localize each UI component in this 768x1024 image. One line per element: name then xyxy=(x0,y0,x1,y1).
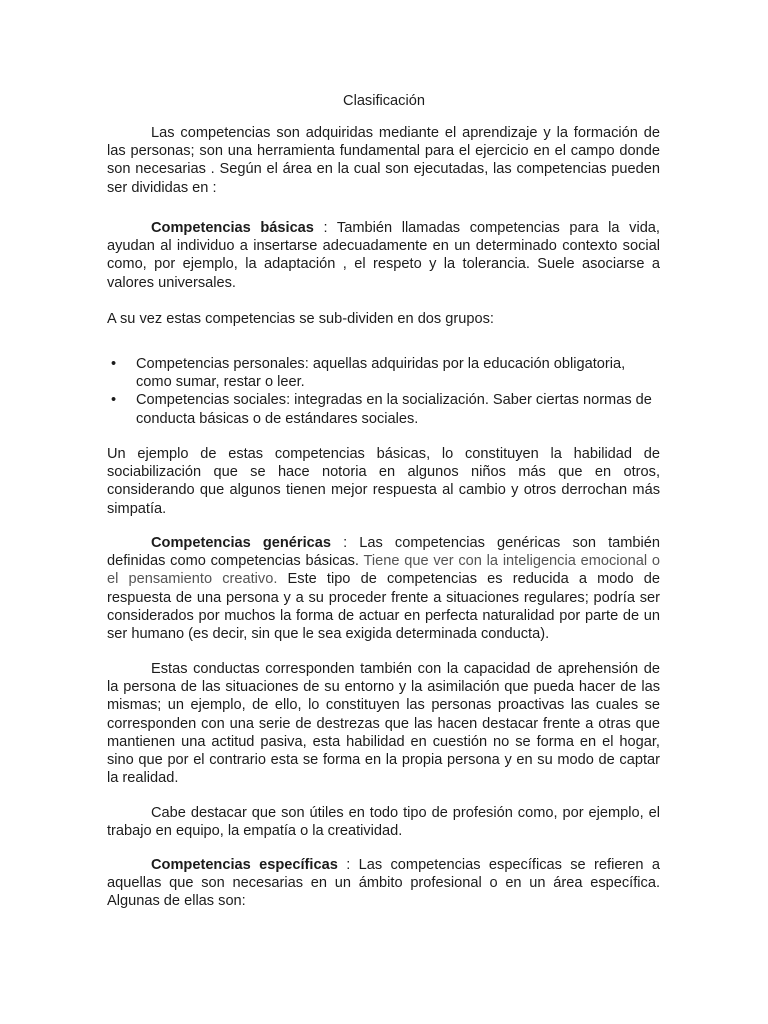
genericas-heading: Competencias genéricas xyxy=(151,535,332,551)
ejemplo-paragraph: Un ejemplo de estas competencias básicas, lo constituyen la habilidad de sociabilización que se hace notoria en algunos niños más que en otros, considerando que algunos tienen mejor respuesta al cambio y otros derrochan más simpatía. xyxy=(107,446,660,517)
basicas-heading: Competencias básicas xyxy=(151,220,314,236)
conductas-paragraph: Estas conductas corresponden también con la capacidad de aprehensión de la persona de las situaciones de su entorno y la asimilación que pueda hacer de las mismas; un ejemplo, de ello, lo constituyen las personas proactivas las cuales se corresponden con una serie de destrezas que las hacen destacar frente a otras que mantienen una actitud pasiva, esta habilidad en cuestión no se forma en el hogar, sino que por el contrario esta se forma en la propia persona y en su modo de captar la realidad. xyxy=(107,661,660,787)
genericas-text-1: : Las competencias genéricas son también definidas como competencias básicas. xyxy=(107,535,660,570)
list-item-text: Competencias sociales: integradas en la socialización. Saber ciertas normas de conducta básicas o de estándares sociales. xyxy=(136,392,652,427)
especificas-text: : Las competencias específicas se refieren a aquellas que son necesarias en un ámbito profesional o en un área específica. Algunas de ellas son: xyxy=(107,857,660,910)
genericas-text-2: Este tipo de competencias es reducida a modo de respuesta de una persona y a su proceder frente a situaciones regulares; podría ser considerados por muchos la forma de actuar en perfecta naturalidad por parte de un ser humano (es decir, sin que le sea exigida determinada conducta). xyxy=(107,571,661,643)
subdivide-paragraph: A su vez estas competencias se sub-dividen en dos grupos: xyxy=(107,311,494,327)
intro-paragraph: Las competencias son adquiridas mediante el aprendizaje y la formación de las personas; son una herramienta fundamental para el ejercicio en el campo donde son necesarias . Según el área en la cual son ejecutadas, las competencias pueden ser divididas en : xyxy=(107,125,660,196)
genericas-text-grey: Tiene que ver con la inteligencia emocional o el pensamiento creativo. xyxy=(107,553,661,588)
especificas-heading: Competencias específicas xyxy=(151,857,338,873)
competencias-list xyxy=(107,355,660,428)
list-item xyxy=(107,391,660,427)
document-title: Clasificación xyxy=(343,93,425,109)
list-item xyxy=(107,355,660,391)
utiles-paragraph: Cabe destacar que son útiles en todo tipo de profesión como, por ejemplo, el trabajo en equipo, la empatía o la creatividad. xyxy=(107,805,660,840)
bullet-icon: • xyxy=(111,392,117,409)
basicas-text: : También llamadas competencias para la vida, ayudan al individuo a insertarse adecuadamente en un determinado contexto social como, por ejemplo, la adaptación , el respeto y la tolerancia. Suele asociarse a valores universales. xyxy=(107,220,660,291)
genericas-paragraph xyxy=(107,534,660,643)
bullet-icon: • xyxy=(111,356,117,372)
basicas-paragraph xyxy=(107,219,660,292)
especificas-paragraph xyxy=(107,856,660,911)
list-item-text: Competencias personales: aquellas adquiridas por la educación obligatoria, como sumar, restar o leer. xyxy=(136,356,626,391)
